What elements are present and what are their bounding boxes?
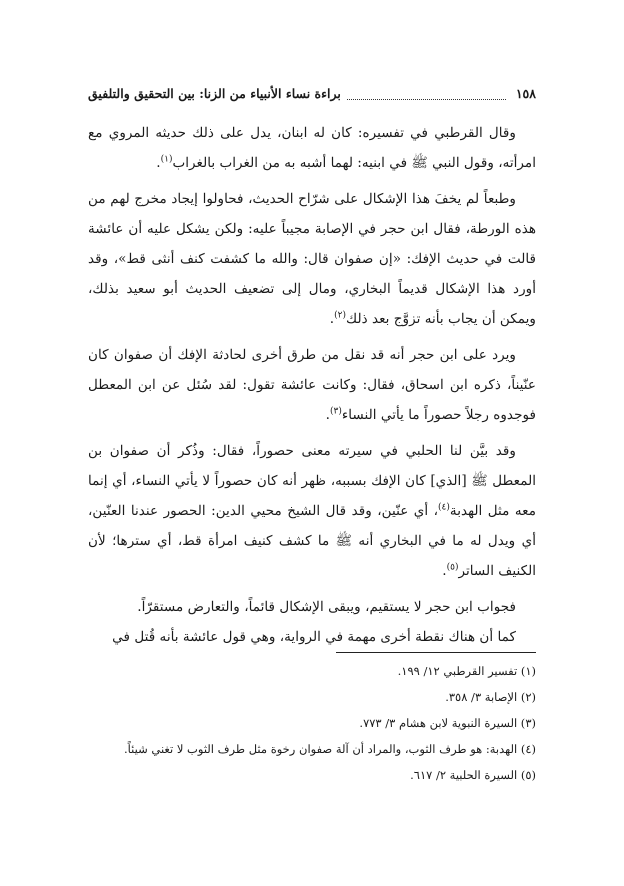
running-header <box>88 82 536 104</box>
paragraph-3: ويرد على ابن حجر أنه قد نقل من طرق أخرى لحادثة الإفك أن صفوان كان عنّيناً، ذكره ابن اسحاق، فقال: وكانت عائشة تقول: لقد سُئل عن ابن المعطل فوجدوه رجلاً حصوراً ما يأتي النساء$^{(٣)}$. <box>88 347 536 423</box>
footnote-2: (٢) الإصابة ٣/ ٣٥٨. <box>445 690 536 704</box>
running-title: براءة نساء الأنبياء من الزنا: بين التحقيق والتلفيق <box>88 85 341 101</box>
footnote-separator <box>336 652 536 653</box>
footnotes <box>88 658 536 788</box>
paragraph-1: وقال القرطبي في تفسيره: كان له ابنان، يدل على ذلك حديثه المروي مع امرأته، وقول النبي ﷺ في ابنيه: لهما أشبه به من الغراب بالغراب$^{(١)}$. <box>88 125 536 171</box>
header-dot-leader <box>347 87 506 100</box>
paragraph-2: وطبعاً لم يخفَ هذا الإشكال على شرّاح الحديث، فحاولوا إيجاد مخرج لهم من هذه الورطة، فقال ابن حجر في الإصابة مجيباً عليه: ولكن يشكل عليه أن عائشة قالت في حديث الإفك: «إن صفوان قال: والله ما كشفت كنف أنثى قط»، وقد أورد هذا الإشكال قديماً البخاري، ومال إلى تضعيف الحديث أبو سعيد بذلك، ويمكن أن يجاب بأنه تزوَّج بعد ذلك$^{(٢)}$. <box>88 191 536 327</box>
footnote-ref[interactable]: (٢) <box>334 310 346 321</box>
footnote-ref[interactable]: (٣) <box>329 406 342 417</box>
footnote-ref[interactable]: (١) <box>160 154 173 165</box>
footnote-3: (٣) السيرة النبوية لابن هشام ٣/ ٧٧٣. <box>359 716 536 730</box>
page-number: ١٥٨ <box>515 85 536 101</box>
footnote-ref[interactable]: (٥) <box>446 562 459 573</box>
paragraph-4: وقد بيَّن لنا الحلبي في سيرته معنى حصوراً، فقال: وذُكر أن صفوان بن المعطل ﷺ [الذي] كان الإفك بسببه، ظهر أنه كان حصوراً لا يأتي النساء، أي إنما معه مثل الهدبة$^{(٤)}$، أي عنّين، وقد قال الشيخ محيي الدين: الحصور عندنا العنّين، أي ويدل له ما في البخاري أنه ﷺ ما كشف كنيف امرأة قط، أي سترها؛ لأن الكنيف الساتر$^{(٥)}$. <box>88 443 537 579</box>
footnote-4: (٤) الهدبة: هو طرف الثوب، والمراد أن آلة صفوان رخوة مثل طرف الثوب لا تغني شيئاً. <box>123 742 536 756</box>
paragraph-5: فجواب ابن حجر لا يستقيم، ويبقى الإشكال قائماً، والتعارض مستقرّاً. <box>137 599 516 615</box>
footnote-ref[interactable]: (٤) <box>438 502 450 513</box>
footnote-1: (١) تفسير القرطبي ١٢/ ١٩٩. <box>397 664 536 678</box>
footnote-5: (٥) السيرة الحلبية ٢/ ٦١٧. <box>410 768 536 782</box>
paragraph-6: كما أن هناك نقطة أخرى مهمة في الرواية، وهي قول عائشة بأنه قُتل في <box>112 629 516 645</box>
main-text <box>88 118 536 652</box>
